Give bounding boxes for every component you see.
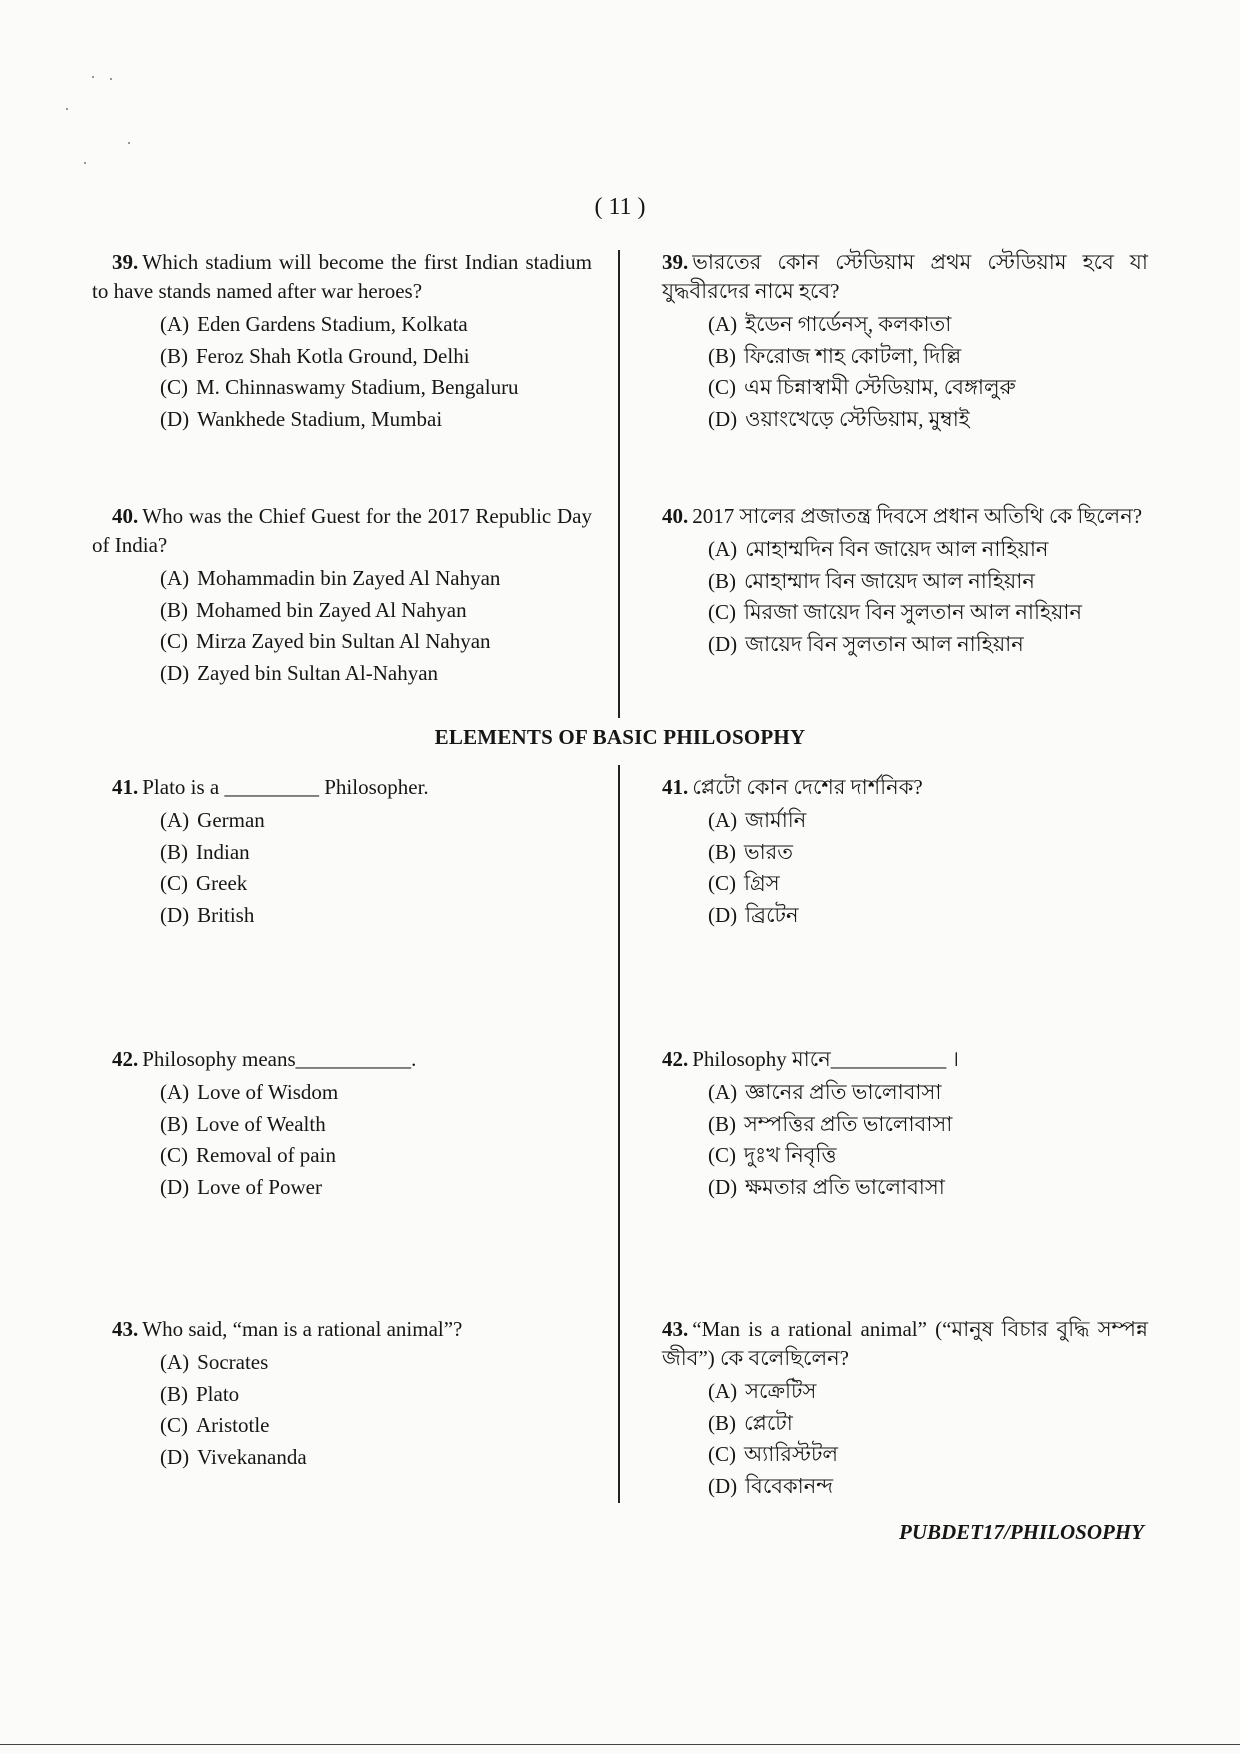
question-text: “Man is a rational animal” (“মানুষ বিচার বুদ্ধি সম্পন্ন জীব”) কে বলেছিলেন? [662,1317,1148,1370]
option-label: (B) [160,1111,188,1136]
option-c [160,626,592,658]
option-a [708,534,1148,566]
question-stem [92,1045,592,1074]
scan-speck [66,108,68,110]
question-text: Who said, “man is a rational animal”? [142,1317,463,1341]
option-a [708,805,1148,837]
option-label: (D) [160,406,190,431]
option-text: বিবেকানন্দ [745,1473,834,1498]
question-stem [92,773,592,802]
option-a [160,805,592,837]
option-text: ওয়াংখেড়ে স্টেডিয়াম, মুম্বাই [745,406,970,431]
option-label: (A) [160,1350,190,1374]
option-text: মোহাম্মদিন বিন জায়েদ আল নাহিয়ান [745,537,1049,561]
option-text: ফিরোজ শাহ কোটলা, দিল্লি [744,343,962,368]
option-label: (B) [708,343,736,368]
option-d [708,404,1148,436]
option-label: (A) [708,312,738,336]
question-number: 39. [112,250,139,274]
question-number: 43. [662,1317,689,1341]
scan-speck [110,78,112,80]
option-label: (C) [160,375,188,399]
scan-speck [84,162,86,164]
question-number: 43. [112,1317,139,1341]
bottom-rule [0,1744,1240,1745]
option-text: British [197,902,255,927]
page-number: ( 11 ) [594,194,646,220]
option-label: (B) [708,839,736,864]
option-label: (D) [708,406,738,431]
question-text: Who was the Chief Guest for the 2017 Republic Day of India? [92,504,592,557]
option-text: Greek [196,871,248,895]
option-text: ক্ষমতার প্রতি ভালোবাসা [745,1174,945,1199]
option-text: Socrates [197,1350,269,1374]
option-text: সক্রেটিস [745,1379,817,1403]
option-label: (C) [708,375,736,399]
option-a [708,1077,1148,1109]
question-41-english [92,773,592,931]
option-text: M. Chinnaswamy Stadium, Bengaluru [196,375,519,399]
option-label: (B) [708,1111,736,1136]
option-label: (B) [160,1381,188,1406]
question-40-bengali [662,502,1148,660]
options-list [662,534,1148,660]
option-b [708,837,1148,869]
option-text: Love of Wisdom [197,1080,339,1104]
option-d [160,658,592,690]
option-a [160,1077,592,1109]
option-text: Indian [196,839,250,864]
option-b [160,595,592,627]
option-label: (C) [160,1143,188,1167]
option-label: (A) [708,1080,738,1104]
option-label: (D) [708,631,738,656]
option-text: Aristotle [196,1413,270,1437]
question-number: 40. [112,504,139,528]
question-41-bengali [662,773,1148,931]
footer-code: PUBDET17/PHILOSOPHY [899,1520,1144,1544]
option-c [160,372,592,404]
option-text: ভারত [744,839,794,864]
option-c [708,372,1148,404]
option-label: (C) [708,1442,736,1466]
option-text: Eden Gardens Stadium, Kolkata [197,312,468,336]
question-number: 40. [662,504,689,528]
option-b [160,341,592,373]
question-stem [662,248,1148,306]
question-stem [92,248,592,306]
option-a [160,309,592,341]
question-text: Plato is a _________ Philosopher. [142,775,429,799]
question-number: 42. [662,1047,689,1071]
option-text: Vivekananda [197,1444,307,1469]
option-a [708,309,1148,341]
option-label: (D) [160,1444,190,1469]
option-c [160,1140,592,1172]
option-text: German [197,808,265,832]
option-label: (B) [160,597,188,622]
question-text: Philosophy means___________. [142,1047,417,1071]
option-c [160,868,592,900]
option-label: (B) [160,839,188,864]
option-text: দুঃখ নিবৃত্তি [744,1143,837,1167]
question-stem [662,1315,1148,1373]
option-text: ব্রিটেন [745,902,799,927]
option-b [160,1379,592,1411]
options-list [662,805,1148,931]
question-stem [92,1315,592,1344]
option-label: (C) [160,871,188,895]
option-a [160,1347,592,1379]
option-d [160,900,592,932]
option-text: Mohammadin bin Zayed Al Nahyan [197,566,501,590]
option-label: (C) [708,600,736,624]
question-number: 41. [112,775,139,799]
option-label: (C) [708,1143,736,1167]
option-label: (D) [160,902,190,927]
option-d [708,1471,1148,1503]
option-d [708,1172,1148,1204]
option-b [160,1109,592,1141]
option-text: Wankhede Stadium, Mumbai [197,406,443,431]
option-label: (B) [708,1410,736,1435]
question-40-english [92,502,592,689]
question-text: ভারতের কোন স্টেডিয়াম প্রথম স্টেডিয়াম হবে যা যুদ্ধবীরদের নামে হবে? [662,250,1148,303]
option-b [708,1408,1148,1440]
option-text: Zayed bin Sultan Al-Nahyan [197,660,439,685]
option-c [708,1140,1148,1172]
option-d [160,1442,592,1474]
option-text: জ্ঞানের প্রতি ভালোবাসা [745,1080,942,1104]
question-number: 41. [662,775,689,799]
option-text: Mirza Zayed bin Sultan Al Nahyan [196,629,491,653]
question-42-english [92,1045,592,1203]
scan-speck [92,76,94,78]
option-label: (B) [160,343,188,368]
option-label: (A) [160,566,190,590]
question-number: 42. [112,1047,139,1071]
option-text: Love of Wealth [196,1111,326,1136]
question-number: 39. [662,250,689,274]
option-label: (D) [708,902,738,927]
option-d [708,900,1148,932]
question-stem [662,773,1148,802]
option-d [160,404,592,436]
column-divider [618,765,620,1503]
option-c [708,597,1148,629]
option-d [708,629,1148,661]
option-text: গ্রিস [744,871,780,895]
option-text: মোহাম্মাদ বিন জায়েদ আল নাহিয়ান [744,568,1035,593]
question-43-english [92,1315,592,1473]
option-label: (B) [708,568,736,593]
option-label: (A) [160,312,190,336]
options-list [662,309,1148,435]
question-text: Philosophy মানে___________ । [692,1047,960,1071]
option-text: Mohamed bin Zayed Al Nahyan [196,597,467,622]
question-39-english [92,248,592,435]
option-c [160,1410,592,1442]
options-list [92,805,592,931]
option-text: জার্মানি [745,808,807,832]
options-list [92,563,592,689]
column-divider [618,250,620,718]
question-42-bengali [662,1045,1148,1203]
option-label: (A) [708,537,738,561]
option-label: (A) [160,1080,190,1104]
question-stem [662,1045,1148,1074]
option-label: (D) [708,1174,738,1199]
option-label: (D) [708,1473,738,1498]
options-list [92,1077,592,1203]
question-39-bengali [662,248,1148,435]
options-list [92,1347,592,1473]
option-text: প্লেটো [744,1410,793,1435]
option-label: (C) [160,629,188,653]
option-b [708,1109,1148,1141]
question-stem [662,502,1148,531]
option-text: অ্যারিস্টটল [744,1442,839,1466]
option-text: এম চিন্নাস্বামী স্টেডিয়াম, বেঙ্গালুরু [744,375,1016,399]
option-c [708,1439,1148,1471]
question-43-bengali [662,1315,1148,1502]
option-label: (D) [160,660,190,685]
question-text: প্লেটো কোন দেশের দার্শনিক? [692,775,923,799]
option-text: মিরজা জায়েদ বিন সুলতান আল নাহিয়ান [744,600,1083,624]
option-text: ইডেন গার্ডেনস্, কলকাতা [745,312,952,336]
option-text: সম্পত্তির প্রতি ভালোবাসা [744,1111,953,1136]
option-a [160,563,592,595]
option-b [708,341,1148,373]
option-label: (D) [160,1174,190,1199]
option-label: (C) [708,871,736,895]
option-text: Feroz Shah Kotla Ground, Delhi [196,343,470,368]
option-text: Removal of pain [196,1143,336,1167]
option-label: (C) [160,1413,188,1437]
scan-speck [128,142,130,144]
option-d [160,1172,592,1204]
option-label: (A) [160,808,190,832]
option-text: জায়েদ বিন সুলতান আল নাহিয়ান [745,631,1024,656]
option-b [708,566,1148,598]
options-list [92,309,592,435]
options-list [662,1376,1148,1502]
option-b [160,837,592,869]
options-list [662,1077,1148,1203]
question-text: Which stadium will become the first Indian stadium to have stands named after war heroes? [92,250,592,303]
option-label: (A) [708,1379,738,1403]
option-label: (A) [708,808,738,832]
option-text: Plato [196,1381,240,1406]
question-text: 2017 সালের প্রজাতন্ত্র দিবসে প্রধান অতিথি কে ছিলেন? [692,504,1143,528]
option-c [708,868,1148,900]
section-heading: ELEMENTS OF BASIC PHILOSOPHY [434,725,806,749]
question-stem [92,502,592,560]
option-text: Love of Power [197,1174,322,1199]
option-a [708,1376,1148,1408]
